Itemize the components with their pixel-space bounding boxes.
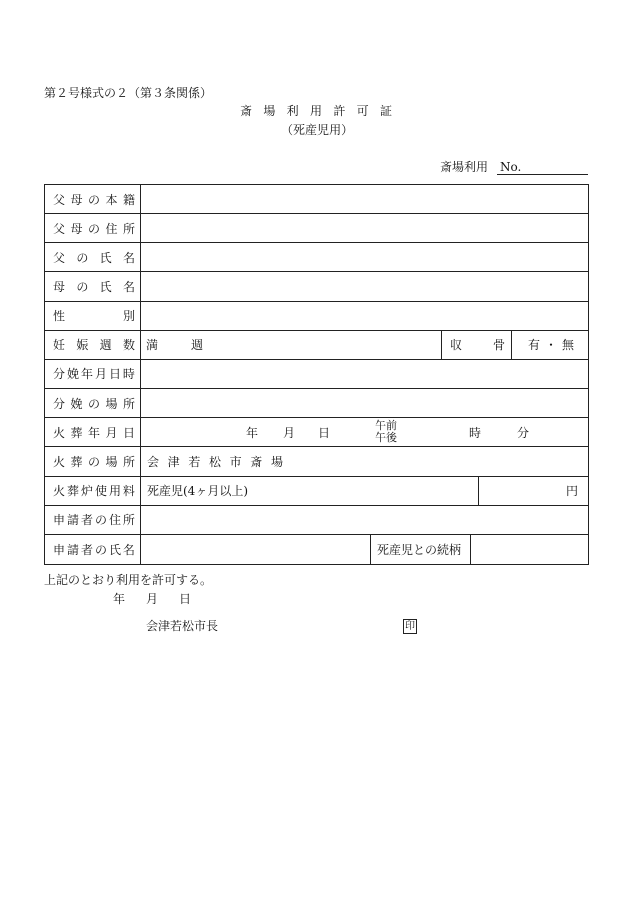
glyph: の — [94, 542, 107, 557]
field-father-name — [141, 243, 588, 271]
glyph: 申 — [53, 513, 66, 528]
glyph: 市 — [229, 454, 242, 469]
fee-amount-cell — [479, 477, 588, 505]
field-mother-name — [141, 272, 588, 300]
row-label — [45, 418, 141, 446]
cremation-day-unit: 日 — [318, 425, 331, 440]
glyph: 別 — [122, 309, 135, 324]
glyph: 者 — [80, 542, 93, 557]
glyph: 名 — [122, 542, 135, 557]
glyph: 死 — [293, 123, 306, 137]
row-gestation-weeks — [45, 331, 588, 360]
glyph: 日 — [108, 367, 121, 382]
glyph: ・ — [544, 338, 557, 353]
label-text — [53, 307, 135, 324]
glyph: 性 — [53, 309, 66, 324]
glyph: 津 — [167, 454, 180, 469]
label-text — [53, 191, 135, 208]
row-mother-name — [45, 272, 588, 301]
glyph: 氏 — [99, 280, 112, 295]
row-label — [45, 477, 141, 505]
glyph: 産 — [305, 123, 318, 137]
approval-year-unit: 年 — [113, 592, 126, 606]
glyph: 請 — [66, 542, 79, 557]
usage-number-label: 斎場利用 — [440, 160, 489, 174]
number-underline — [497, 174, 588, 175]
cremation-place-value — [147, 447, 283, 475]
glyph: 者 — [80, 513, 93, 528]
label-text — [53, 336, 135, 353]
row-label — [45, 214, 141, 242]
glyph: 許 — [333, 104, 346, 118]
field-parents-address — [141, 214, 588, 242]
glyph: 場 — [105, 454, 118, 469]
fee-category: 死産児(4ヶ月以上) — [147, 484, 248, 499]
glyph: 娩 — [70, 396, 83, 411]
row-cremation-date — [45, 418, 588, 447]
glyph: 斎 — [240, 104, 253, 118]
glyph: の — [87, 454, 100, 469]
row-label — [45, 447, 141, 475]
gestation-suffix: 週 — [191, 338, 204, 353]
form-title — [240, 104, 392, 118]
row-father-name — [45, 243, 588, 272]
glyph: 場 — [263, 104, 276, 118]
glyph: の — [94, 513, 107, 528]
glyph: 父 — [53, 221, 66, 236]
field-cremation-place — [141, 447, 588, 475]
label-text — [53, 511, 135, 528]
glyph: 可 — [356, 104, 369, 118]
glyph: 使 — [94, 484, 107, 499]
field-gestation-weeks — [141, 331, 442, 359]
permit-table — [44, 184, 589, 565]
approval-day-unit: 日 — [179, 592, 192, 606]
cremation-minute-unit: 分 — [517, 425, 530, 440]
glyph: 母 — [70, 221, 83, 236]
form-subtitle — [281, 123, 354, 137]
glyph: 月 — [94, 367, 107, 382]
glyph: 氏 — [99, 250, 112, 265]
glyph: （ — [281, 123, 294, 137]
glyph: 分 — [53, 367, 66, 382]
glyph: 用 — [329, 123, 342, 137]
row-label — [45, 302, 141, 330]
glyph: 娩 — [66, 367, 79, 382]
glyph: 年 — [80, 367, 93, 382]
bone-collection-label — [450, 336, 505, 353]
glyph: 所 — [122, 513, 135, 528]
field-relation — [471, 535, 588, 564]
label-text — [53, 249, 135, 266]
glyph: 時 — [122, 367, 135, 382]
cremation-year-unit: 年 — [246, 425, 259, 440]
glyph: 申 — [53, 542, 66, 557]
glyph: 週 — [99, 338, 112, 353]
label-text — [53, 482, 135, 499]
glyph: 住 — [108, 513, 121, 528]
field-cremation-date — [141, 418, 588, 446]
glyph: 場 — [270, 454, 283, 469]
label-text — [53, 278, 135, 295]
cremation-hour-unit: 時 — [469, 425, 482, 440]
glyph: 斎 — [250, 454, 263, 469]
row-applicant-address — [45, 506, 588, 535]
signer-title: 会津若松市長 — [146, 619, 219, 633]
glyph: 利 — [286, 104, 299, 118]
label-text — [53, 453, 135, 470]
glyph: 火 — [53, 484, 66, 499]
pm-label: 午後 — [375, 431, 397, 445]
glyph: 用 — [108, 484, 121, 499]
field-applicant-name — [141, 535, 371, 564]
fee-category-cell — [141, 477, 479, 505]
glyph: 火 — [53, 425, 66, 440]
row-label — [45, 360, 141, 388]
bone-collection-label-cell — [442, 331, 512, 359]
glyph: 籍 — [122, 192, 135, 207]
field-parents-domicile — [141, 185, 588, 213]
row-sex — [45, 302, 588, 331]
glyph: 会 — [147, 454, 160, 469]
relation-label-cell — [371, 535, 471, 564]
glyph: 証 — [379, 104, 392, 118]
label-text — [53, 365, 135, 382]
glyph: 請 — [66, 513, 79, 528]
glyph: 所 — [122, 396, 135, 411]
glyph: 本 — [105, 192, 118, 207]
row-parents-address — [45, 214, 588, 243]
glyph: 住 — [105, 221, 118, 236]
field-sex — [141, 302, 588, 330]
glyph: 名 — [122, 250, 135, 265]
glyph: 若 — [188, 454, 201, 469]
bone-collection-options — [528, 336, 574, 353]
field-delivery-datetime — [141, 360, 588, 388]
glyph: 月 — [105, 425, 118, 440]
seal-stamp-box: 印 — [405, 621, 415, 632]
glyph: 所 — [122, 454, 135, 469]
am-pm-choice — [375, 418, 397, 446]
glyph: 氏 — [108, 542, 121, 557]
glyph: の — [87, 221, 100, 236]
row-delivery-place — [45, 389, 588, 418]
glyph: の — [87, 396, 100, 411]
glyph: 母 — [70, 192, 83, 207]
glyph: の — [76, 280, 89, 295]
glyph: 所 — [122, 221, 135, 236]
glyph: 父 — [53, 192, 66, 207]
fee-unit: 円 — [565, 484, 578, 499]
glyph: 無 — [561, 338, 574, 353]
label-text — [53, 541, 135, 558]
glyph: 骨 — [492, 338, 505, 353]
glyph: 有 — [528, 338, 541, 353]
glyph: 用 — [309, 104, 322, 118]
glyph: 収 — [450, 338, 463, 353]
label-text — [53, 424, 135, 441]
row-parents-domicile — [45, 185, 588, 214]
approval-text: 上記のとおり利用を許可する。 — [44, 573, 213, 587]
field-applicant-address — [141, 506, 588, 534]
row-delivery-datetime — [45, 360, 588, 389]
glyph: の — [76, 250, 89, 265]
row-label — [45, 506, 141, 534]
glyph: 料 — [122, 484, 135, 499]
glyph: 娠 — [76, 338, 89, 353]
glyph: 葬 — [66, 484, 79, 499]
label-text — [53, 220, 135, 237]
glyph: 火 — [53, 454, 66, 469]
row-label — [45, 389, 141, 417]
no-label: No. — [500, 160, 522, 174]
glyph: 松 — [208, 454, 221, 469]
glyph: 数 — [122, 338, 135, 353]
glyph: の — [87, 192, 100, 207]
row-label — [45, 185, 141, 213]
row-label — [45, 331, 141, 359]
glyph: ） — [341, 123, 354, 137]
bone-collection-options-cell — [512, 331, 588, 359]
glyph: 葬 — [70, 425, 83, 440]
glyph: 炉 — [80, 484, 93, 499]
row-label — [45, 243, 141, 271]
relation-label: 死産児との続柄 — [377, 542, 462, 557]
am-label: 午前 — [375, 419, 397, 433]
form-number: 第２号様式の２（第３条関係） — [44, 86, 213, 100]
row-applicant-name — [45, 535, 588, 564]
glyph: 名 — [122, 280, 135, 295]
cremation-month-unit: 月 — [283, 425, 296, 440]
row-label — [45, 272, 141, 300]
row-cremation-fee — [45, 477, 588, 506]
label-text — [53, 395, 135, 412]
row-cremation-place — [45, 447, 588, 476]
glyph: 妊 — [53, 338, 66, 353]
glyph: 父 — [53, 250, 66, 265]
glyph: 年 — [87, 425, 100, 440]
glyph: 児 — [317, 123, 330, 137]
glyph: 葬 — [70, 454, 83, 469]
approval-month-unit: 月 — [146, 592, 159, 606]
glyph: 日 — [122, 425, 135, 440]
glyph: 母 — [53, 280, 66, 295]
glyph: 分 — [53, 396, 66, 411]
row-label — [45, 535, 141, 564]
gestation-prefix: 満 — [146, 338, 159, 353]
glyph: 場 — [105, 396, 118, 411]
field-delivery-place — [141, 389, 588, 417]
